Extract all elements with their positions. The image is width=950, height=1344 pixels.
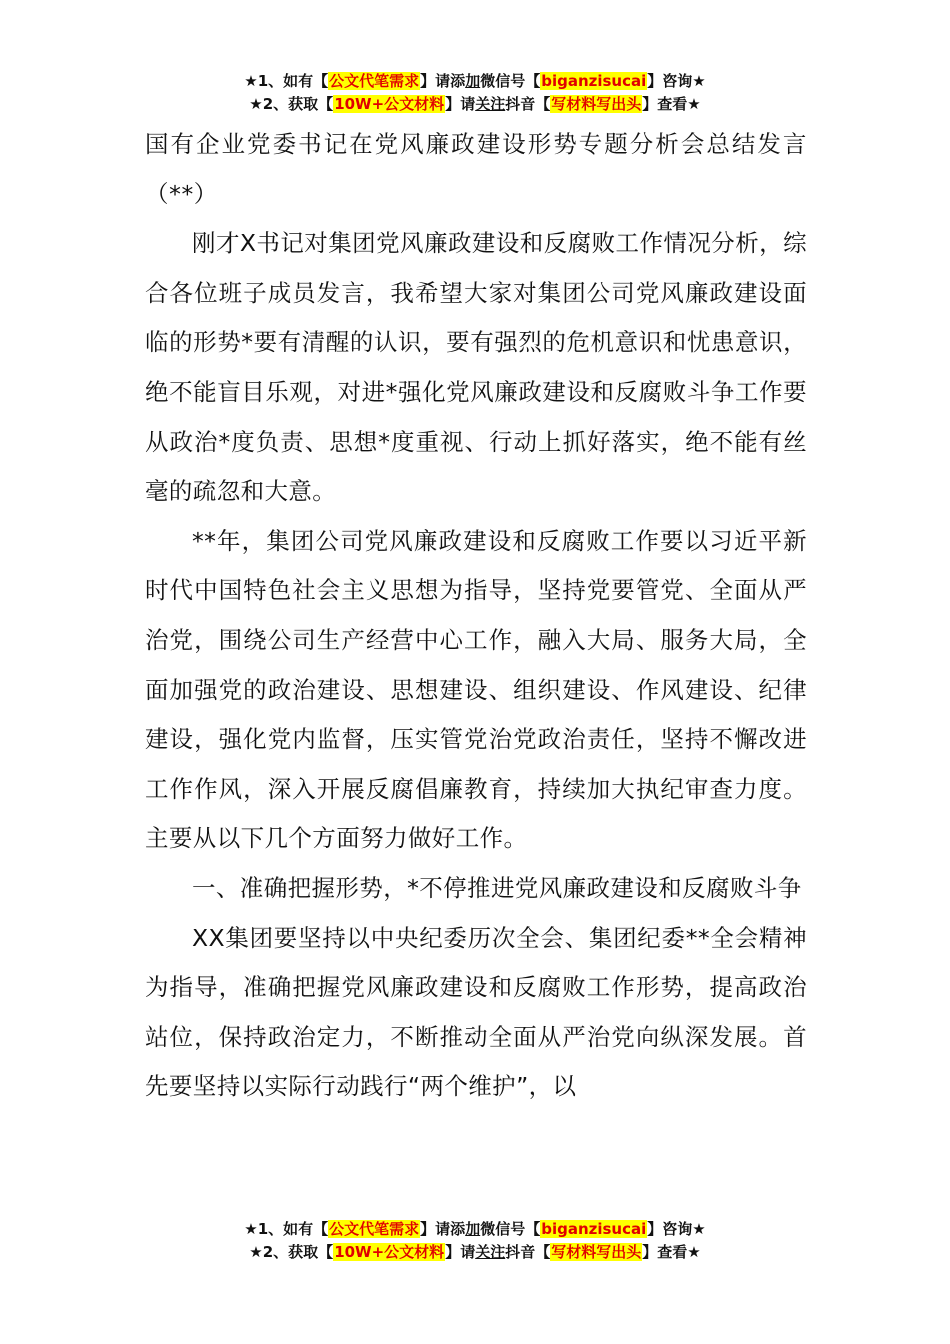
promo-highlight: 写材料写出头 [551,1243,642,1261]
paragraph-2: **年，集团公司党风廉政建设和反腐败工作要以习近平新时代中国特色社会主义思想为指导，坚持党要管党、全面从严治党，围绕公司生产经营中心工作，融入大局、服务大局，全面加强党的政治建设、思想建设、组织建设、作风建设、纪律建设，强化党内监督，压实管党治党政治责任，坚持不懈改进工作作风，深入开展反腐倡廉教育，持续加大执纪审查力度。主要从以下几个方面努力做好工作。 [145,526,807,853]
promo-text: ★2、获取【 [249,1243,334,1261]
promo-line-2 [0,93,950,116]
paragraph-1: 刚才X书记对集团党风廉政建设和反腐败工作情况分析，综合各位班子成员发言，我希望大家对集团公司党风廉政建设面临的形势*要有清醒的认识，要有强烈的危机意识和忧患意识，绝不能盲目乐观，对进*强化党风廉政建设和反腐败斗争工作要从政治*度负责、思想*度重视、行动上抓好落实，绝不能有丝毫的疏忽和大意。 [145,229,807,506]
footer-promo-banner [0,1218,950,1264]
promo-text: ★2、获取【 [249,95,334,113]
promo-text: 】请 [445,95,476,113]
paragraph-3: XX集团要坚持以中央纪委历次全会、集团纪委**全会精神为指导，准确把握党风廉政建设和反腐败工作形势，提高政治站位，保持政治定力，不断推动全面从严治党向纵深发展。首先要坚持以实际行动践行“两个维护”，以 [145,923,807,1101]
promo-line-1 [0,1218,950,1241]
promo-text: 微信号【 [480,1220,541,1238]
promo-highlight: biganzisucai [541,72,647,90]
promo-line-2 [0,1241,950,1264]
promo-text: 】请添 [420,1220,466,1238]
promo-underlined: 加 [465,1220,481,1238]
promo-text: 】咨询★ [647,72,706,90]
document-title: 国有企业党委书记在党风廉政建设形势专题分析会总结发言（**） [145,130,807,208]
promo-highlight: 写材料写出头 [551,95,642,113]
promo-text: 抖音【 [505,1243,551,1261]
promo-highlight: biganzisucai [541,1220,647,1238]
promo-highlight: 10W+公文材料 [334,95,445,113]
promo-line-1 [0,70,950,93]
promo-text: 】查看★ [642,1243,701,1261]
promo-underlined: 关注 [475,1243,506,1261]
promo-text: 】咨询★ [647,1220,706,1238]
promo-text: 】请 [445,1243,476,1261]
promo-text: 抖音【 [505,95,551,113]
promo-highlight: 公文代笔需求 [329,1220,420,1238]
promo-text: 】查看★ [642,95,701,113]
promo-highlight: 10W+公文材料 [334,1243,445,1261]
header-promo-banner [0,70,950,116]
promo-text: 微信号【 [480,72,541,90]
promo-text: ★1、如有【 [244,1220,329,1238]
document-body [145,120,807,1112]
promo-highlight: 公文代笔需求 [329,72,420,90]
section-heading-1: 一、准确把握形势，*不停推进党风廉政建设和反腐败斗争 [192,873,802,902]
promo-underlined: 关注 [475,95,506,113]
promo-text: ★1、如有【 [244,72,329,90]
promo-text: 】请添 [420,72,466,90]
promo-underlined: 加 [465,72,481,90]
